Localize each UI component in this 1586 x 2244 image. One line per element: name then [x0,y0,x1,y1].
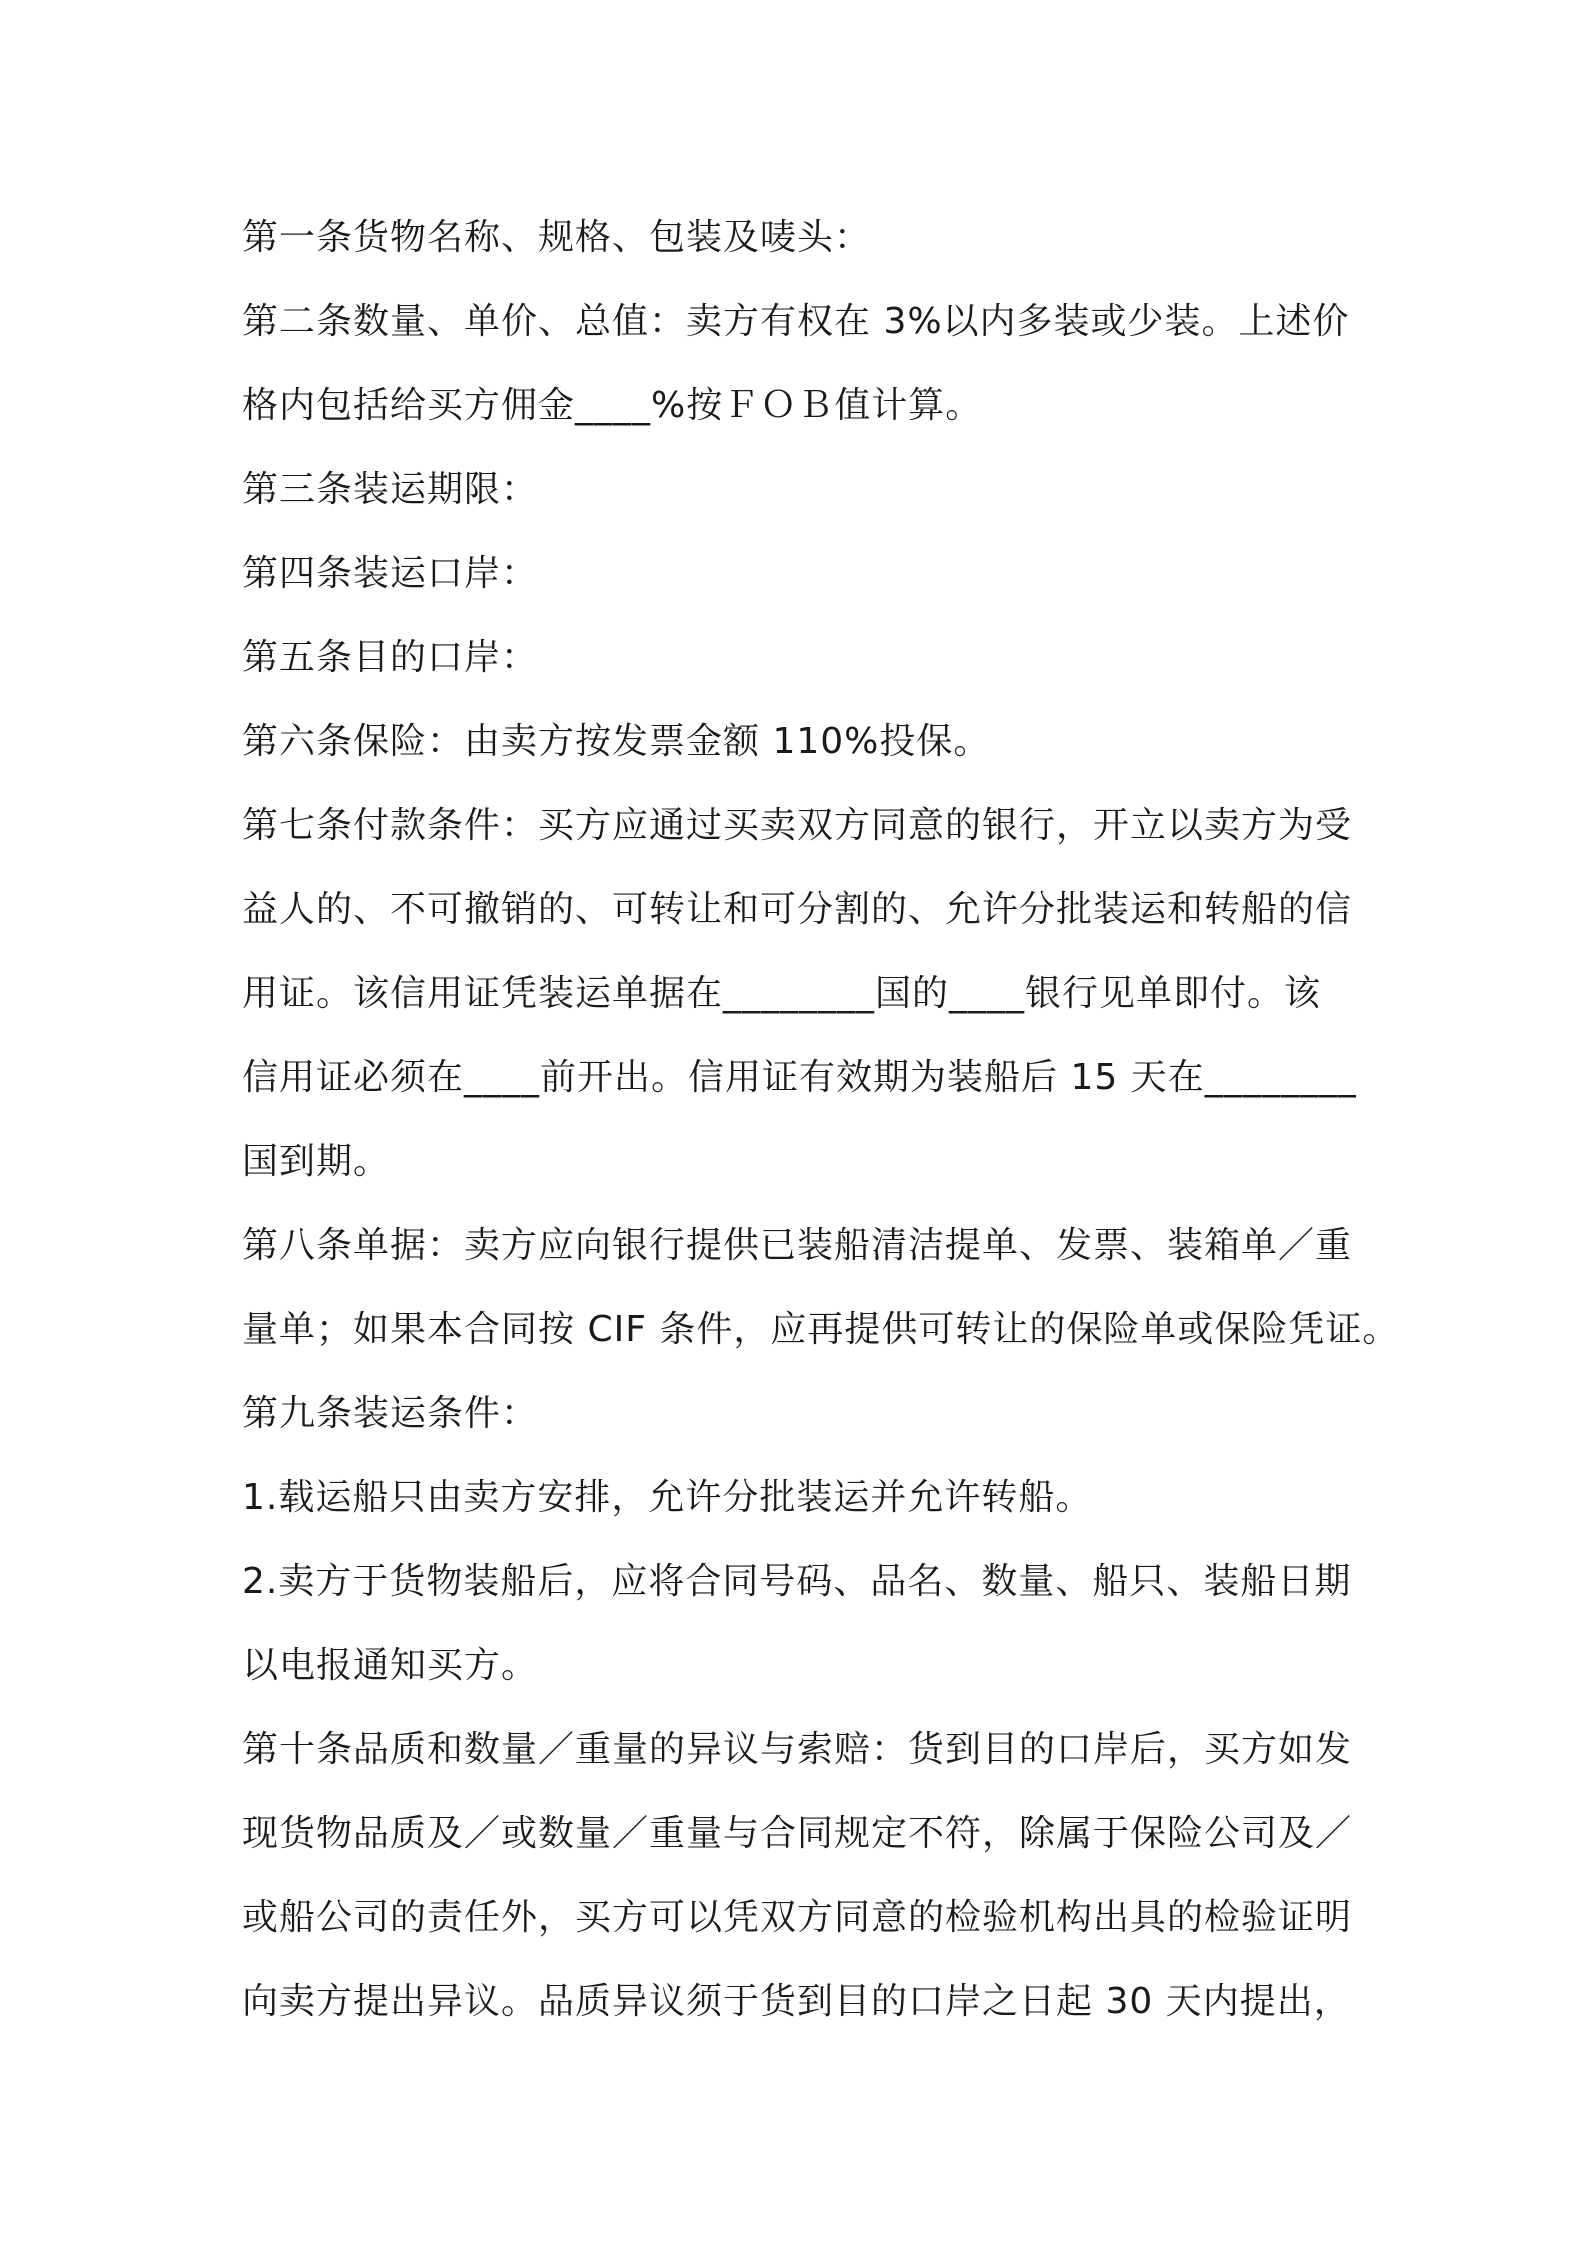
clause-1-line: 第一条货物名称、规格、包装及唛头： [242,217,872,258]
clause-2-line-cont: 格内包括给买方佣金____%按ＦＯＢ值计算。 [242,385,983,426]
clause-7-line-cont-4: 国到期。 [242,1141,391,1182]
clause-10-line: 第十条品质和数量／重量的异议与索赔：货到目的口岸后，买方如发 [242,1729,1353,1770]
clause-9-item-2-cont: 以电报通知买方。 [242,1645,539,1686]
clause-3-line: 第三条装运期限： [242,469,539,510]
contract-text [242,196,1400,2044]
clause-10-line-cont-3: 向卖方提出异议。品质异议须于货到目的口岸之日起 30 天内提出， [242,1981,1351,2022]
clause-7-line: 第七条付款条件：买方应通过买卖双方同意的银行，开立以卖方为受 [242,805,1353,846]
clause-8-line-cont: 量单；如果本合同按 CIF 条件，应再提供可转让的保险单或保险凭证。 [242,1309,1400,1350]
clause-2-line: 第二条数量、单价、总值：卖方有权在 3%以内多装或少装。上述价 [242,301,1350,342]
clause-9-line: 第九条装运条件： [242,1393,539,1434]
clause-4-line: 第四条装运口岸： [242,553,539,594]
clause-9-item-1: 1.载运船只由卖方安排，允许分批装运并允许转船。 [242,1477,1093,1518]
clause-7-line-cont-2: 用证。该信用证凭装运单据在________国的____银行见单即付。该 [242,973,1322,1014]
clause-8-line: 第八条单据：卖方应向银行提供已装船清洁提单、发票、装箱单／重 [242,1225,1353,1266]
clause-7-line-cont-3: 信用证必须在____前开出。信用证有效期为装船后 15 天在________ [242,1057,1357,1098]
clause-5-line: 第五条目的口岸： [242,637,539,678]
clause-10-line-cont-2: 或船公司的责任外，买方可以凭双方同意的检验机构出具的检验证明 [242,1897,1353,1938]
clause-6-line: 第六条保险：由卖方按发票金额 110%投保。 [242,721,991,762]
clause-10-line-cont-1: 现货物品质及／或数量／重量与合同规定不符，除属于保险公司及／ [242,1813,1353,1854]
clause-9-item-2: 2.卖方于货物装船后，应将合同号码、品名、数量、船只、装船日期 [242,1561,1352,1602]
clause-7-line-cont-1: 益人的、不可撤销的、可转让和可分割的、允许分批装运和转船的信 [242,889,1353,930]
